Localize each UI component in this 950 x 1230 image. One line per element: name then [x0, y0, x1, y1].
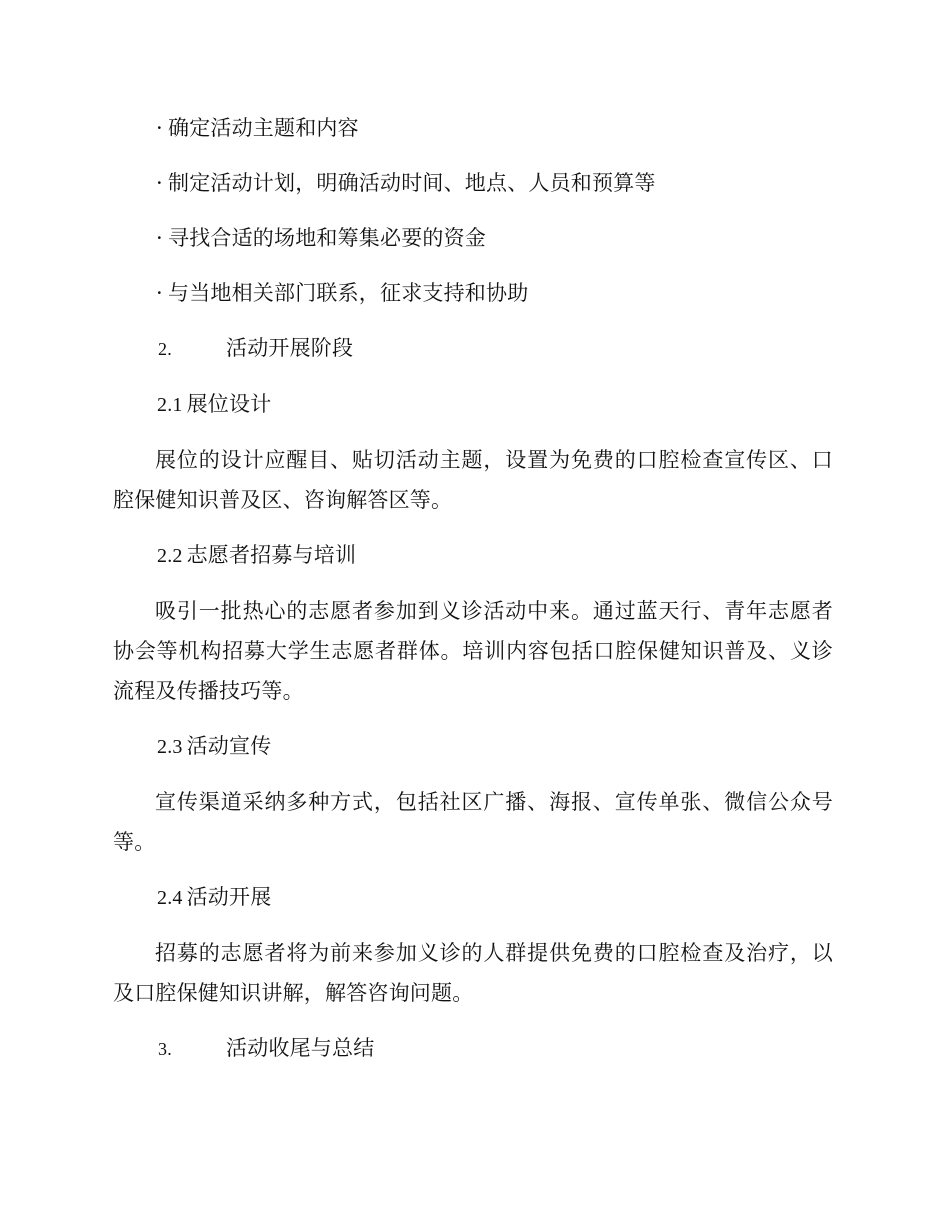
- bullet-text: 寻找合适的场地和筹集必要的资金: [168, 226, 486, 250]
- bullet-item: [113, 218, 833, 258]
- bullet-text: 制定活动计划，明确活动时间、地点、人员和预算等: [168, 171, 656, 195]
- subsection-number: 2.1: [157, 394, 183, 416]
- subsection-heading-2-2: [113, 535, 833, 576]
- bullet-marker: ·: [156, 171, 163, 195]
- bullet-item: [113, 273, 833, 313]
- bullet-text: 与当地相关部门联系，征求支持和协助: [168, 281, 529, 305]
- subsection-heading-2-3: [113, 726, 833, 767]
- section-heading-2: [113, 328, 833, 369]
- section-title: 活动收尾与总结: [226, 1036, 375, 1060]
- bullet-item: [113, 163, 833, 203]
- subsection-title: 活动开展: [186, 885, 272, 909]
- subsection-number: 2.4: [157, 887, 183, 909]
- bullet-text: 确定活动主题和内容: [168, 116, 359, 140]
- subsection-heading-2-4: [113, 877, 833, 918]
- subsection-number: 2.2: [157, 545, 183, 567]
- body-paragraph-2-4: 招募的志愿者将为前来参加义诊的人群提供免费的口腔检查及治疗，以及口腔保健知识讲解，解答咨询问题。: [113, 941, 833, 1005]
- body-paragraph-2-1: 展位的设计应醒目、贴切活动主题，设置为免费的口腔检查宣传区、口腔保健知识普及区、咨询解答区等。: [113, 448, 833, 512]
- section-title: 活动开展阶段: [226, 336, 354, 360]
- bullet-marker: ·: [156, 281, 163, 305]
- section-number: 3.: [158, 1039, 172, 1059]
- body-paragraph-2-3: 宣传渠道采纳多种方式，包括社区广播、海报、宣传单张、微信公众号等。: [113, 790, 833, 854]
- subsection-title: 活动宣传: [186, 734, 272, 758]
- subsection-title: 展位设计: [186, 392, 272, 416]
- section-heading-3: [113, 1028, 833, 1069]
- bullet-item: [113, 108, 833, 148]
- subsection-number: 2.3: [157, 736, 183, 758]
- document-content: [113, 108, 833, 1084]
- section-number: 2.: [158, 339, 172, 359]
- subsection-heading-2-1: [113, 384, 833, 425]
- body-paragraph-2-2: 吸引一批热心的志愿者参加到义诊活动中来。通过蓝天行、青年志愿者协会等机构招募大学生志愿者群体。培训内容包括口腔保健知识普及、义诊流程及传播技巧等。: [113, 599, 833, 703]
- bullet-marker: ·: [156, 116, 163, 140]
- bullet-marker: ·: [156, 226, 163, 250]
- subsection-title: 志愿者招募与培训: [186, 543, 357, 567]
